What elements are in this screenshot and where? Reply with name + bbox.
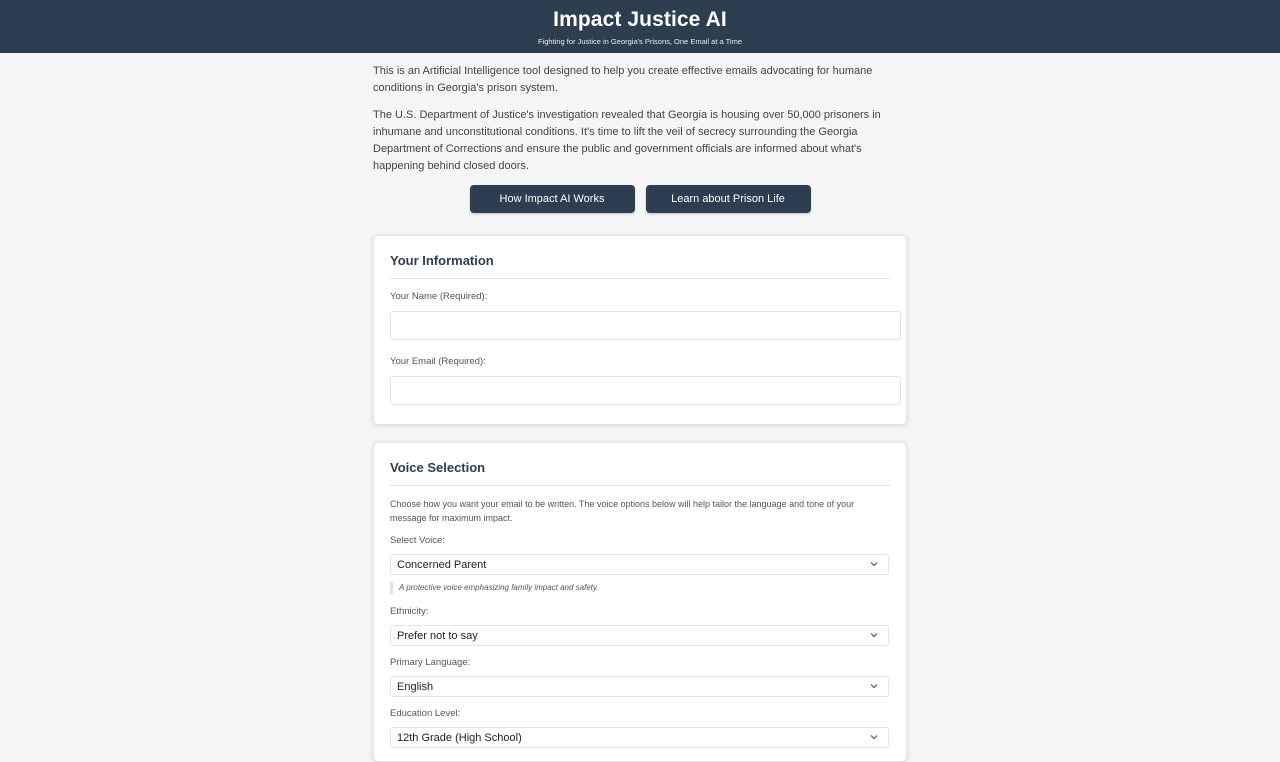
language-select[interactable] — [390, 676, 889, 697]
how-it-works-button[interactable]: How Impact AI Works — [470, 185, 635, 213]
education-select-value: 12th Grade (High School) — [397, 732, 522, 744]
intro-section — [373, 63, 907, 175]
your-information-title: Your Information — [390, 252, 890, 279]
chevron-down-icon — [869, 732, 879, 742]
name-label: Your Name (Required): — [390, 291, 488, 302]
voice-select-value: Concerned Parent — [397, 559, 487, 571]
main-content — [373, 53, 907, 762]
voice-description: Choose how you want your email to be written. The voice options below will help tailor the language and tone of your message for maximum impact. — [390, 499, 855, 523]
intro-paragraph-2: The U.S. Department of Justice's investigation revealed that Georgia is housing over 50,000 prisoners in inhumane and unconstitutional conditions. It's time to lift the veil of secrecy surrounding the Georgia Department of Corrections and ensure the public and government officials are informed about what's happening behind closed doors. — [373, 109, 881, 172]
voice-select[interactable] — [390, 554, 889, 575]
email-input[interactable] — [390, 376, 901, 405]
voice-label: Select Voice: — [390, 535, 445, 546]
education-label: Education Level: — [390, 708, 461, 719]
your-information-card — [373, 235, 907, 425]
chevron-down-icon — [869, 630, 879, 640]
voice-selection-card — [373, 442, 907, 762]
voice-note: A protective voice emphasizing family impact and safety. — [390, 582, 890, 594]
ethnicity-label: Ethnicity: — [390, 606, 429, 617]
page-subtitle: Fighting for Justice in Georgia's Prisons, One Email at a Time — [537, 37, 743, 46]
email-label: Your Email (Required): — [390, 356, 486, 367]
page-title: Impact Justice AI — [553, 8, 727, 31]
prison-life-button[interactable]: Learn about Prison Life — [646, 185, 811, 213]
ethnicity-select-value: Prefer not to say — [397, 630, 478, 642]
info-button-row — [373, 185, 907, 213]
chevron-down-icon — [869, 559, 879, 569]
language-label: Primary Language: — [390, 657, 471, 668]
name-input[interactable] — [390, 311, 901, 340]
ethnicity-select[interactable] — [390, 625, 889, 646]
intro-paragraph-1: This is an Artificial Intelligence tool designed to help you create effective emails advocating for humane conditions in Georgia's prison system. — [373, 65, 873, 94]
education-select[interactable] — [390, 727, 889, 748]
voice-selection-title: Voice Selection — [390, 459, 890, 486]
language-select-value: English — [397, 681, 434, 693]
chevron-down-icon — [869, 681, 879, 691]
site-header — [0, 0, 1280, 53]
